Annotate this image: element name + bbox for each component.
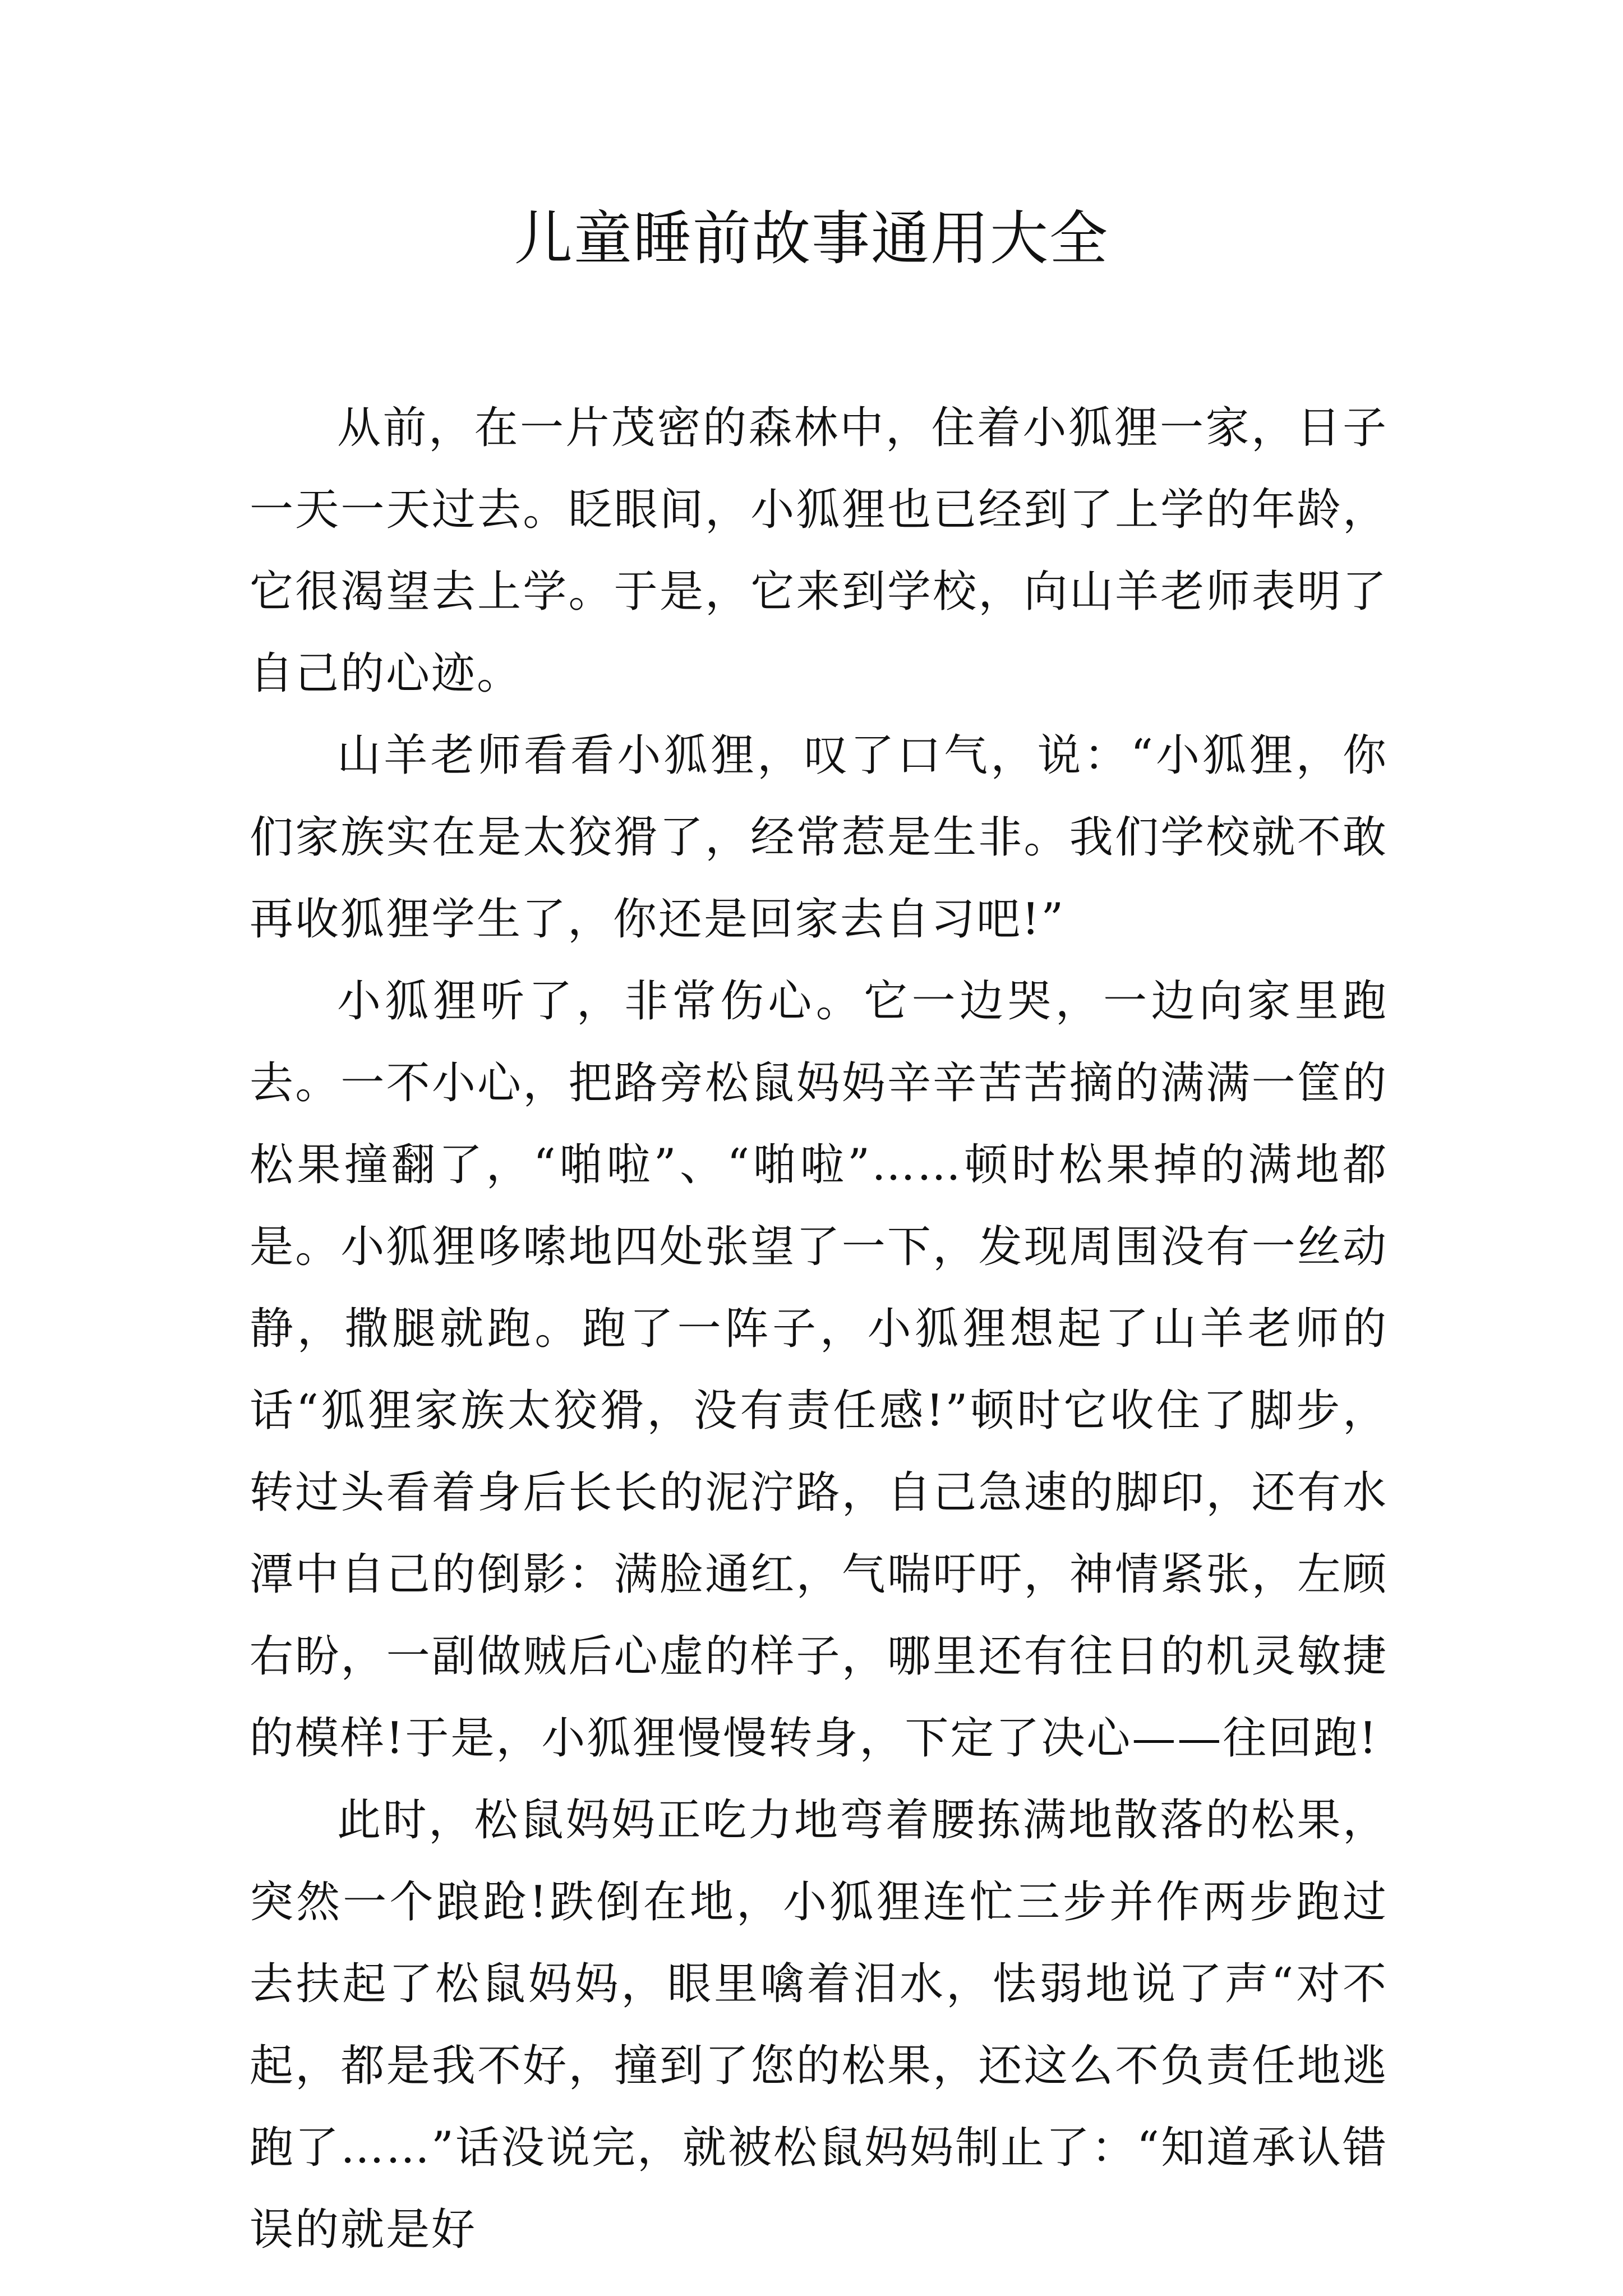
document-title: 儿童睡前故事通用大全 xyxy=(514,204,1109,273)
paragraph-4: 此时，松鼠妈妈正吃力地弯着腰拣满地散落的松果，突然一个踉跄!跌倒在地，小狐狸连忙三步并作两步跑过去扶起了松鼠妈妈，眼里噙着泪水，怯弱地说了声“对不起，都是我不好，撞到了您的松果，还这么不负责任地逃跑了……”话没说完，就被松鼠妈妈制止了：“知道承认错误的就是好 xyxy=(250,1795,1388,2255)
paragraph-2: 山羊老师看看小狐狸，叹了口气，说：“小狐狸，你们家族实在是太狡猾了，经常惹是生非。我们学校就不敢再收狐狸学生了，你还是回家去自习吧!” xyxy=(250,730,1388,945)
paragraph-1: 从前，在一片茂密的森林中，住着小狐狸一家，日子一天一天过去。眨眼间，小狐狸也已经到了上学的年龄，它很渴望去上学。于是，它来到学校，向山羊老师表明了自己的心迹。 xyxy=(250,403,1388,699)
document-body xyxy=(250,387,1388,2271)
paragraph-3: 小狐狸听了，非常伤心。它一边哭，一边向家里跑去。一不小心，把路旁松鼠妈妈辛辛苦苦摘的满满一筐的松果撞翻了，“啪啦”、“啪啦”……顿时松果掉的满地都是。小狐狸哆嗦地四处张望了一下，发现周围没有一丝动静，撒腿就跑。跑了一阵子，小狐狸想起了山羊老师的话“狐狸家族太狡猾，没有责任感!”顿时它收住了脚步，转过头看着身后长长的泥泞路，自己急速的脚印，还有水潭中自己的倒影：满脸通红，气喘吁吁，神情紧张，左顾右盼，一副做贼后心虚的样子，哪里还有往日的机灵敏捷的模样!于是，小狐狸慢慢转身，下定了决心——往回跑! xyxy=(250,976,1388,1764)
